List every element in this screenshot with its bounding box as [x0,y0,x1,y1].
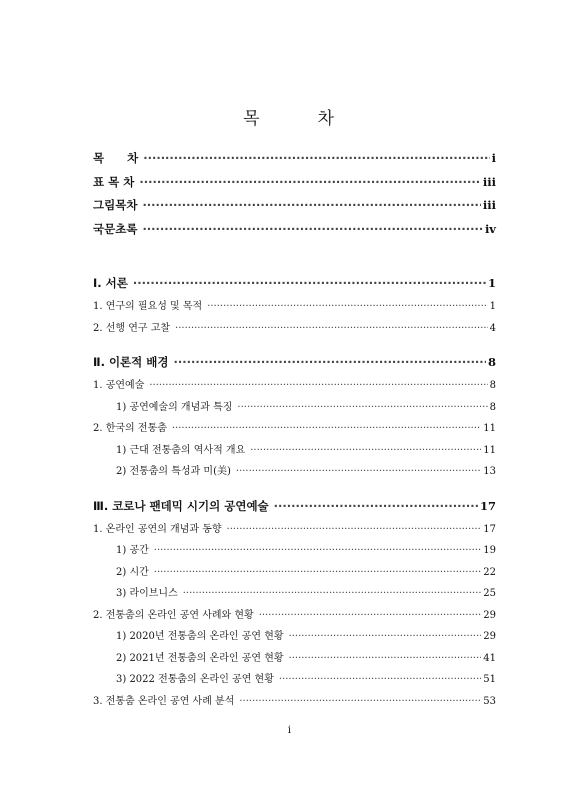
toc-entry-page: 8 [489,401,496,413]
page-title-left: 목 [243,109,262,129]
toc-entry-page: i [491,151,496,165]
toc-entry-label: 1. 공연예술 [93,380,145,391]
dot-leader [149,380,487,391]
toc-entry-label: 2) 전통춤의 특성과 미(美) [116,466,231,477]
dot-leader [142,198,480,212]
toc-entry-page: 17 [483,523,496,535]
toc-entry-page: 1 [489,301,496,312]
toc-chapter-1[interactable] [93,275,496,297]
dot-leader [237,402,487,413]
dot-leader [154,545,482,556]
toc-entry-label: 국문초록 [93,221,138,236]
dot-leader [259,610,482,621]
dot-leader [239,696,481,707]
toc-subentry[interactable] [93,462,496,484]
toc-entry-front-abstract[interactable] [93,221,496,245]
toc-chapter-label: Ⅰ. 서론 [93,276,128,290]
toc-entry-label: 1) 공간 [116,545,149,556]
toc-entry-front-tables[interactable] [93,174,496,198]
toc-subentry[interactable] [93,584,496,606]
toc-entry-front-toc[interactable] [93,150,496,174]
toc-entry[interactable] [93,606,496,628]
dot-leader [289,631,482,642]
toc-subentry[interactable] [93,563,496,585]
dot-leader [183,588,482,599]
toc-entry-label: 표 목 차 [93,174,135,189]
toc-entry-label: 2. 한국의 전통춤 [93,423,167,434]
page-number: i [287,725,292,736]
toc-entry-page: 51 [483,674,496,685]
toc-entry-page: 29 [483,631,496,642]
toc-chapter-3[interactable] [93,498,496,520]
dot-leader [133,276,486,290]
toc-entry-front-figures[interactable] [93,197,496,221]
toc-entry-label: 2) 시간 [116,566,149,578]
toc-entry-page: iii [482,198,496,212]
toc-entry[interactable] [93,297,496,319]
dot-leader [279,674,481,685]
toc-chapter-page: 1 [487,276,496,290]
toc-subentry[interactable] [93,649,496,671]
dot-leader [172,423,481,434]
toc-entry-page: 4 [489,322,496,334]
page-title [0,104,579,129]
toc-entry-page: 41 [483,652,496,664]
toc-entry-label: 2. 전통춤의 온라인 공연 사례와 현황 [93,609,254,621]
toc-entry-page: 29 [483,609,496,621]
toc-entry-label: 1. 연구의 필요성 및 목적 [93,301,203,312]
dot-leader [207,301,487,312]
toc-entry-page: 53 [483,695,496,707]
toc-entry-label: 1. 온라인 공연의 개념과 동향 [93,523,222,535]
toc-subentry[interactable] [93,441,496,463]
toc-entry-label: 3) 라이브니스 [116,588,178,599]
toc-subentry[interactable] [93,670,496,692]
dot-leader [227,524,482,535]
toc-entry-page: 11 [483,423,496,434]
front-matter-list [93,150,496,244]
toc-entry-page: 13 [483,466,496,477]
toc-entry-label: 1) 근대 전통춤의 역사적 개요 [116,444,246,456]
dot-leader [154,567,482,578]
dot-leader [175,323,488,334]
dot-leader [236,466,481,477]
toc-subentry[interactable] [93,627,496,649]
toc-chapter-page: 8 [487,355,496,369]
dot-leader [174,355,486,369]
toc-entry-page: iii [482,174,496,189]
toc-entry-page: 8 [489,380,496,391]
toc-entry[interactable] [93,376,496,398]
toc-chapter-2[interactable] [93,354,496,376]
toc-chapter-label: Ⅲ. 코로나 팬데믹 시기의 공연예술 [93,498,269,513]
dot-leader [289,653,482,664]
toc-entry[interactable] [93,520,496,542]
table-of-contents [93,150,496,713]
toc-chapter-page: 17 [479,498,496,513]
toc-entry[interactable] [93,419,496,441]
dot-leader [143,151,489,165]
toc-entry-label: 2. 선행 연구 고찰 [93,322,171,334]
toc-entry-label: 3. 전통춤 온라인 공연 사례 분석 [93,695,235,707]
toc-entry-page: 11 [483,444,496,456]
dot-leader [274,499,478,513]
toc-entry-page: iv [484,221,496,236]
toc-entry-page: 19 [483,545,496,556]
dot-leader [139,175,481,189]
toc-entry-label: 3) 2022 전통춤의 온라인 공연 현황 [116,674,274,685]
dot-leader [250,445,481,456]
toc-entry-label: 1) 2020년 전통춤의 온라인 공연 현황 [116,631,284,642]
toc-entry-page: 25 [483,588,496,599]
toc-subentry[interactable] [93,541,496,563]
toc-chapter-label: Ⅱ. 이론적 배경 [93,355,169,369]
toc-subentry[interactable] [93,398,496,420]
toc-entry-label: 그림목차 [93,198,138,212]
toc-entry-page: 22 [483,566,496,578]
toc-entry[interactable] [93,319,496,341]
page-title-right: 차 [317,109,336,129]
dot-leader [142,222,483,236]
toc-entry[interactable] [93,692,496,714]
toc-entry-label: 2) 2021년 전통춤의 온라인 공연 현황 [116,652,284,664]
toc-entry-label: 목 차 [93,151,139,165]
toc-entry-label: 1) 공연예술의 개념과 특징 [116,401,233,413]
